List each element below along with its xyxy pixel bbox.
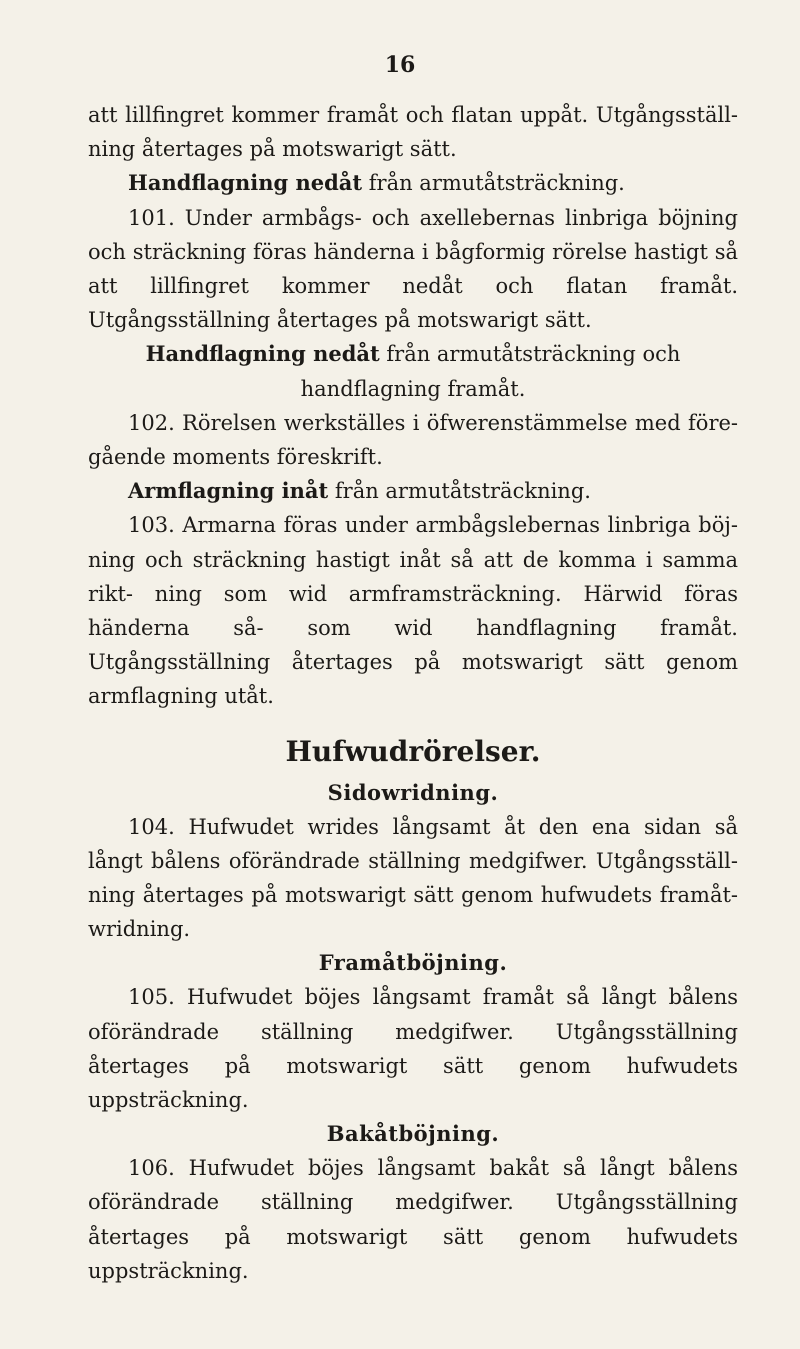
paragraph-text: Armarna föras under armbågslebernas linbriga böj- ning och sträckning hastigt inåt så att de komma i samma rikt- ning som wid armframsträckning. Härwid föras händerna så- som wid handflagning framåt. Utgångsställning återtages på motswarigt sätt genom armflagning utåt.: [88, 513, 738, 709]
page-number: 16: [384, 52, 416, 78]
paragraph-text: Hufwudet böjes långsamt bakåt så långt bålens oförändrade ställning medgifwer. Utgångsställning återtages på motswarigt sätt genom hufwudets uppsträckning.: [88, 1156, 738, 1283]
paragraph-106: [88, 1151, 738, 1288]
paragraph-text: Under armbågs- och axellebernas linbriga böjning och sträckning föras händerna i bågformig rörelse hastigt så att lillfingret kommer nedåt och flatan framåt. Utgångsställning återtages på motswarigt sätt.: [88, 205, 738, 333]
page-content: [88, 98, 738, 1288]
exercise-title: Armflagning inåt: [128, 478, 329, 504]
paragraph-continuation: att lillfingret kommer framåt och flatan uppåt. Utgångsställ- ning återtages på motswarigt sätt.: [88, 103, 738, 162]
paragraph-104: [88, 810, 738, 947]
heading-101: [88, 166, 738, 200]
paragraph-103: [88, 508, 738, 713]
paragraph-text: Rörelsen werkställes i öfwerenstämmelse med före- gående moments föreskrift.: [88, 410, 738, 470]
paragraph-number: 102.: [128, 410, 175, 435]
subsection-title-104: Sidowridning.: [327, 779, 499, 805]
exercise-start-position: från armutåtsträckning.: [328, 479, 591, 504]
paragraph-text: Hufwudet wrides långsamt åt den ena sidan så långt bålens oförändrade ställning medgifwer. Utgångsställ- ning återtages på motswarigt sätt genom hufwudets framåt- wridning.: [88, 814, 738, 942]
exercise-start-position: från armutåtsträckning och handflagning framåt.: [300, 342, 681, 401]
subsection-title-106: Bakåtböjning.: [326, 1121, 500, 1147]
paragraph-number: 105.: [128, 985, 175, 1010]
paragraph-number: 104.: [128, 814, 175, 839]
paragraph-number: 101.: [128, 205, 175, 230]
paragraph-text: Hufwudet böjes långsamt framåt så långt bålens oförändrade ställning medgifwer. Utgångsställning återtages på motswarigt sätt genom hufwudets uppsträckning.: [88, 985, 738, 1113]
paragraph-105: [88, 980, 738, 1117]
paragraph-number: 106.: [128, 1156, 175, 1181]
heading-103: [88, 474, 738, 508]
exercise-title: Handflagning nedåt: [145, 341, 380, 367]
paragraph-number: 103.: [128, 513, 175, 538]
paragraph-101: [88, 201, 738, 338]
section-title: Hufwudrörelser.: [285, 734, 541, 768]
exercise-start-position: från armutåtsträckning.: [362, 171, 625, 196]
heading-102: [88, 337, 738, 405]
exercise-title: Handflagning nedåt: [128, 170, 363, 196]
subsection-title-105: Framåtböjning.: [318, 950, 508, 976]
paragraph-102: [88, 406, 738, 474]
